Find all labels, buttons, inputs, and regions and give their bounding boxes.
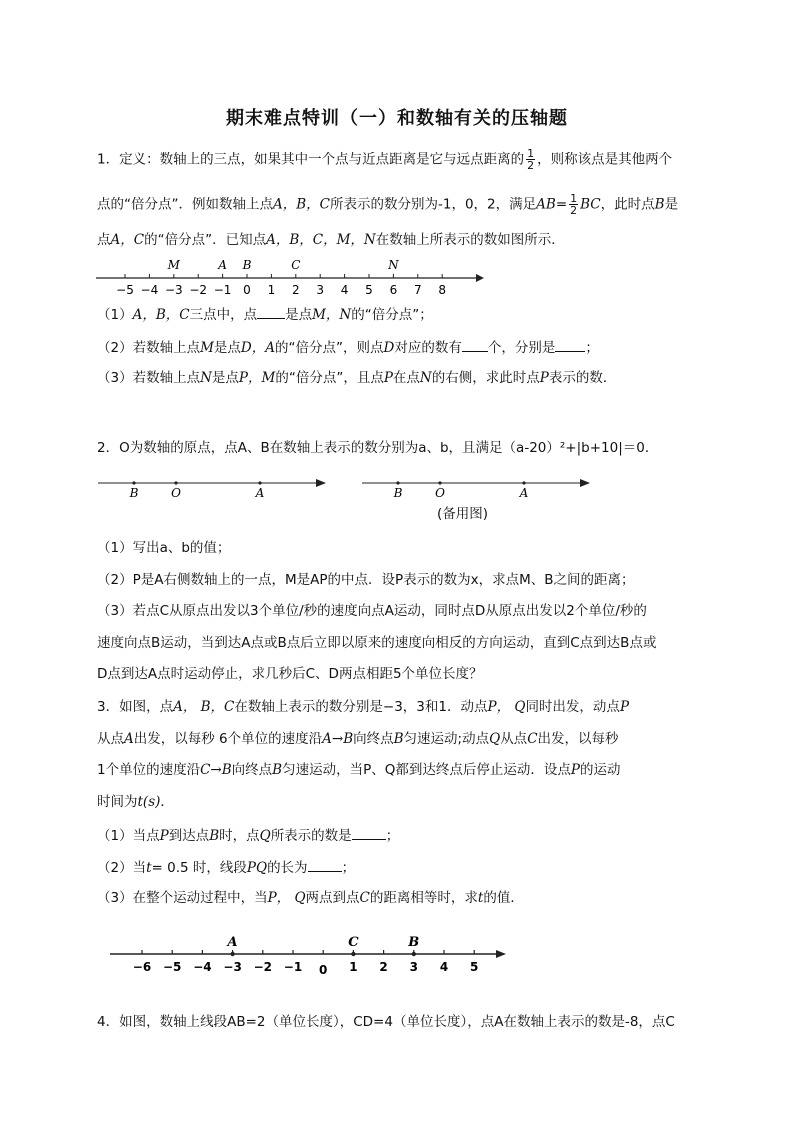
q1-text: （2）若数轴上点 bbox=[97, 340, 201, 356]
q3-line-4 bbox=[97, 792, 174, 812]
q3-var: t(s) bbox=[137, 794, 161, 810]
q3-text: ； bbox=[385, 828, 400, 844]
q1-var: M，N bbox=[312, 307, 352, 323]
point-label: C bbox=[348, 935, 359, 950]
axis-arrow bbox=[580, 479, 590, 487]
q3-var: A→B bbox=[322, 731, 354, 747]
tick-label: 4 bbox=[439, 960, 449, 974]
point-dot bbox=[396, 481, 399, 484]
q1-text: 个，分别是 bbox=[487, 340, 556, 356]
q3-var: P bbox=[619, 699, 630, 715]
tick-label: 0 bbox=[243, 283, 251, 297]
q3-var: B bbox=[272, 762, 283, 778]
q2-sub-1: （1）写出a、b的值； bbox=[97, 540, 231, 556]
tick-label: −1 bbox=[213, 283, 232, 297]
q1-text: ； bbox=[585, 340, 599, 356]
point-dot bbox=[258, 481, 261, 484]
fraction-half: $\frac{1}{2}$ bbox=[570, 192, 578, 217]
point-label: O bbox=[171, 486, 181, 500]
q1-var: P，M bbox=[238, 370, 276, 386]
q1-text: 1．定义：数轴上的三点，如果其中一个点与近点距离是它与远点距离的 bbox=[97, 151, 525, 168]
tick-label: −1 bbox=[283, 960, 303, 974]
q1-line-3 bbox=[97, 230, 565, 250]
point-dot bbox=[522, 481, 525, 484]
q3-var: PQ bbox=[246, 860, 268, 876]
q3-text: ； bbox=[341, 860, 356, 876]
q3-text: 3．如图，点 bbox=[97, 699, 174, 715]
q1-number-line bbox=[92, 252, 492, 300]
q3-var: A， B，C bbox=[173, 699, 235, 715]
q3-text: 匀速运动;动点 bbox=[403, 731, 490, 747]
tick-label: 0 bbox=[319, 963, 328, 977]
point-label: O bbox=[435, 486, 445, 500]
q3-text: 时间为 bbox=[97, 794, 138, 810]
q3-text: 的距离相等时，求 bbox=[369, 890, 478, 906]
q3-var: P， Q bbox=[487, 699, 526, 715]
point-dot bbox=[230, 952, 234, 956]
q3-text: 匀速运动，当P、Q都到达终点后停止运动．设点 bbox=[282, 762, 571, 778]
q1-text: 是 bbox=[664, 196, 679, 213]
q3-number-line bbox=[106, 932, 526, 980]
q1-var: D bbox=[383, 340, 395, 356]
point-dot bbox=[438, 481, 441, 484]
point-label: B bbox=[393, 486, 403, 500]
tick-label: 3 bbox=[316, 283, 325, 297]
q1-var: A，B，C bbox=[273, 196, 330, 213]
q3-text: 同时出发，动点 bbox=[525, 699, 620, 715]
tick-label: 2 bbox=[291, 283, 300, 297]
q1-text: = bbox=[555, 196, 568, 213]
tick-label: −3 bbox=[223, 960, 242, 974]
q2-sub-2: （2）P是A右侧数轴上的一点，M是AP的中点．设P表示的数为x，求点M、B之间的距离； bbox=[97, 572, 635, 588]
q1-var: BC bbox=[580, 196, 601, 213]
point-label: B bbox=[242, 258, 252, 272]
q2-sub-3-line-2: 速度向点B运动，当到达A点或B点后立即以原来的速度向相反的方向运动，直到C点到达B点或 bbox=[97, 635, 657, 651]
q1-text: 的“倍分点”，且点 bbox=[275, 370, 384, 386]
tick-label: −4 bbox=[140, 283, 159, 297]
q3-text: 的长为 bbox=[267, 860, 308, 876]
point-label: A bbox=[218, 258, 227, 272]
q1-text: 的右侧，求此时点 bbox=[431, 370, 540, 386]
q3-var: P bbox=[159, 828, 169, 844]
q3-line-2 bbox=[97, 729, 619, 749]
answer-blank[interactable] bbox=[352, 825, 386, 840]
q1-text: ，此时点 bbox=[600, 196, 655, 213]
q3-text: 的值． bbox=[483, 890, 524, 906]
q3-text: 所表示的数是 bbox=[270, 828, 352, 844]
spare-figure-caption: (备用图) bbox=[437, 506, 489, 522]
point-label: A bbox=[519, 486, 529, 500]
tick-label: −6 bbox=[132, 960, 152, 974]
q3-line-3 bbox=[97, 760, 620, 780]
tick-label: −4 bbox=[193, 960, 212, 974]
q1-text: 是点 bbox=[213, 340, 241, 356]
q1-text: 的“倍分点”； bbox=[351, 307, 433, 323]
q1-sub-1 bbox=[97, 304, 433, 325]
q3-var: B bbox=[393, 731, 404, 747]
q1-var: AB bbox=[536, 196, 556, 213]
q1-text: （3）若数轴上点 bbox=[97, 370, 201, 386]
q2-number-line bbox=[96, 472, 332, 504]
q3-text: （2）当 bbox=[97, 860, 147, 876]
q3-text: （3）在整个运动过程中，当 bbox=[97, 890, 268, 906]
tick-label: 7 bbox=[413, 283, 422, 297]
tick-label: 6 bbox=[389, 283, 398, 297]
q3-var: t bbox=[146, 860, 152, 876]
q2-spare-number-line bbox=[360, 472, 596, 504]
tick-label: 1 bbox=[349, 960, 358, 974]
tick-label: 5 bbox=[365, 283, 373, 297]
answer-blank[interactable] bbox=[555, 337, 585, 352]
q3-text: 两点到点 bbox=[305, 890, 360, 906]
q1-text: 对应的数有 bbox=[394, 340, 462, 356]
q1-var: N bbox=[419, 370, 432, 386]
q3-text: ． bbox=[160, 794, 174, 810]
q3-sub-3 bbox=[97, 888, 524, 908]
q1-text: 点的“倍分点”．例如数轴上点 bbox=[97, 196, 273, 213]
page-title: 期末难点特训（一）和数轴有关的压轴题 bbox=[226, 108, 568, 129]
axis-arrow bbox=[476, 274, 484, 282]
q3-var: C bbox=[359, 890, 370, 906]
q3-text: 从点 bbox=[97, 731, 124, 747]
q3-var: t bbox=[477, 890, 484, 906]
q3-line-1 bbox=[97, 697, 629, 717]
q1-var: D，A bbox=[240, 340, 275, 356]
tick-label: −5 bbox=[162, 960, 182, 974]
q1-var: N bbox=[200, 370, 212, 386]
fraction-half: $\frac{1}{2}$ bbox=[527, 147, 535, 172]
q1-text: ，则称该点是其他两个 bbox=[537, 151, 673, 168]
q3-var: C→B bbox=[200, 762, 232, 778]
q3-text: 向终点 bbox=[353, 731, 394, 747]
q3-var: C bbox=[527, 731, 538, 747]
q1-sub-2 bbox=[97, 337, 599, 358]
point-label: B bbox=[129, 486, 139, 500]
q1-text: 表示的数． bbox=[548, 370, 617, 386]
point-label: B bbox=[408, 935, 420, 950]
point-label: C bbox=[291, 258, 301, 272]
q1-var: M bbox=[200, 340, 214, 356]
q2-line-1: 2．O为数轴的原点，点A、B在数轴上表示的数分别为a、b，且满足（a-20）²+|b+10|＝0． bbox=[97, 440, 659, 456]
q2-sub-3-line-3: D点到达A点时运动停止，求几秒后C、D两点相距5个单位长度？ bbox=[97, 666, 483, 682]
q1-line-2 bbox=[97, 193, 678, 216]
q1-text: 在数轴上所表示的数如图所示． bbox=[375, 232, 565, 248]
q1-text: 的“倍分点”．已知点 bbox=[144, 232, 267, 248]
q3-var: B bbox=[209, 828, 220, 844]
q1-var: P bbox=[383, 370, 393, 386]
q3-text: 出发，以每秒 6个单位的速度沿 bbox=[133, 731, 323, 747]
q2-sub-3-line-1: （3）若点C从原点出发以3个单位/秒的速度向点A运动，同时点D从原点出发以2个单位/秒的 bbox=[97, 603, 647, 619]
q3-text: 时，点 bbox=[219, 828, 260, 844]
point-label: M bbox=[167, 258, 180, 272]
q3-var: Q bbox=[259, 828, 271, 844]
tick-label: 3 bbox=[409, 960, 418, 974]
q1-text: 是点 bbox=[211, 370, 239, 386]
point-dot bbox=[174, 481, 177, 484]
q1-var: P bbox=[539, 370, 549, 386]
tick-label: 5 bbox=[470, 960, 479, 974]
answer-blank[interactable] bbox=[308, 857, 342, 872]
q1-text: 的“倍分点”，则点 bbox=[275, 340, 384, 356]
point-dot bbox=[412, 952, 416, 956]
tick-label: −2 bbox=[253, 960, 273, 974]
q3-text: 从点 bbox=[500, 731, 528, 747]
q3-text: 到达点 bbox=[168, 828, 210, 844]
q1-line-1 bbox=[97, 148, 672, 171]
q1-text: 三点中，点 bbox=[189, 307, 258, 323]
tick-label: −3 bbox=[164, 283, 183, 297]
q3-var: P bbox=[570, 762, 580, 778]
q1-text: 点 bbox=[97, 232, 111, 248]
point-dot bbox=[132, 481, 135, 484]
tick-label: 2 bbox=[379, 960, 388, 974]
q3-text: 1个单位的速度沿 bbox=[97, 762, 201, 778]
q3-text: 的运动 bbox=[579, 762, 621, 778]
tick-label: −5 bbox=[116, 283, 134, 297]
q1-var: A，B，C bbox=[132, 307, 190, 323]
q3-var: Q bbox=[489, 731, 501, 747]
answer-blank[interactable] bbox=[462, 337, 488, 352]
q1-var: A，B，C，M，N bbox=[266, 232, 376, 248]
q4-line-1: 4．如图，数轴上线段AB=2（单位长度），CD=4（单位长度），点A在数轴上表示的数是-8，点C bbox=[97, 1014, 675, 1030]
tick-label: 4 bbox=[340, 283, 349, 297]
axis-arrow bbox=[316, 479, 326, 487]
tick-label: 8 bbox=[438, 283, 447, 297]
q1-var: A，C bbox=[110, 232, 145, 248]
q1-sub-3 bbox=[97, 368, 616, 388]
point-label: A bbox=[227, 935, 238, 950]
point-dot bbox=[351, 952, 355, 956]
q3-text: 出发，以每秒 bbox=[537, 731, 619, 747]
answer-blank[interactable] bbox=[257, 304, 285, 319]
point-label: A bbox=[255, 486, 265, 500]
axis-arrow bbox=[496, 950, 506, 958]
q3-var: P， Q bbox=[267, 890, 306, 906]
q1-var: B bbox=[654, 196, 665, 213]
q1-text: 是点 bbox=[285, 307, 313, 323]
q1-text: 在点 bbox=[392, 370, 420, 386]
q3-text: （1）当点 bbox=[97, 828, 160, 844]
tick-label: 1 bbox=[267, 283, 276, 297]
q3-text: 向终点 bbox=[231, 762, 273, 778]
tick-label: −2 bbox=[189, 283, 208, 297]
q3-sub-1 bbox=[97, 825, 399, 846]
q3-text: 在数轴上表示的数分别是−3，3和1．动点 bbox=[234, 699, 488, 715]
point-label: N bbox=[388, 258, 399, 272]
q3-var: A bbox=[124, 731, 134, 747]
q1-text: （1） bbox=[97, 307, 133, 323]
q3-sub-2 bbox=[97, 857, 355, 878]
q3-text: = 0.5 时，线段 bbox=[151, 860, 247, 876]
q1-text: 所表示的数分别为-1，0，2，满足 bbox=[330, 196, 537, 213]
